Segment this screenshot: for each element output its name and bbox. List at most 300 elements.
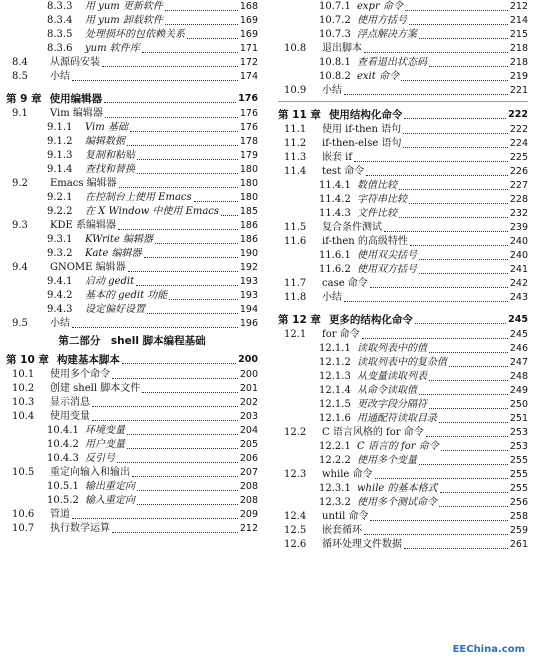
entry-number: 第 12 章 [278, 313, 321, 326]
dot-leader [449, 365, 508, 367]
entry-title: 使用方括号 [357, 15, 407, 26]
entry-title: for 命令 [322, 329, 360, 340]
toc-section-entry[interactable] [278, 84, 528, 98]
entry-number: 9.1.1 [47, 122, 73, 133]
entry-page-number: 261 [509, 539, 528, 550]
entry-number: 10.8.1 [319, 57, 351, 68]
toc-subsection-entry[interactable] [278, 454, 528, 468]
entry-number: 10.7.1 [319, 1, 351, 12]
entry-title: Kate 编辑器 [85, 248, 142, 259]
dot-leader [429, 65, 508, 67]
dot-leader [136, 284, 238, 286]
dot-leader [142, 391, 238, 393]
toc-subsection-entry[interactable] [6, 191, 258, 205]
divider [278, 101, 528, 103]
toc-section-entry[interactable] [6, 107, 258, 121]
entry-page-number: 225 [509, 152, 528, 163]
entry-title: 使用双方括号 [357, 264, 417, 275]
toc-section-entry[interactable] [278, 235, 528, 249]
entry-number: 12.2 [284, 427, 307, 438]
entry-title: 查找和替换 [85, 164, 135, 175]
entry-number: 12.3.2 [319, 497, 351, 508]
toc-subsection-entry[interactable] [278, 342, 528, 356]
entry-page-number: 207 [239, 467, 258, 478]
entry-page-number: 194 [239, 304, 258, 315]
toc-column-left [6, 0, 258, 536]
entry-title: 使用多个测试命令 [357, 497, 437, 508]
toc-subsection-entry[interactable] [278, 0, 528, 14]
toc-subsection-entry[interactable] [278, 14, 528, 28]
toc-subsection-entry[interactable] [278, 496, 528, 510]
entry-number: 10.5.2 [47, 495, 79, 506]
entry-title: until 命令 [322, 511, 369, 522]
entry-page-number: 176 [239, 122, 258, 133]
watermark: EEChina.com [452, 644, 525, 655]
toc-section-entry[interactable] [6, 70, 258, 84]
entry-page-number: 190 [239, 248, 258, 259]
entry-number: 11.8 [284, 292, 307, 303]
entry-title: 基本的 gedit 功能 [85, 290, 168, 301]
dot-leader [364, 533, 508, 535]
entry-page-number: 171 [239, 43, 258, 54]
entry-title: 使用多个变量 [357, 455, 417, 466]
entry-number: 11.6.1 [319, 250, 351, 261]
entry-page-number: 255 [509, 469, 528, 480]
entry-number: 8.4 [12, 57, 28, 68]
entry-number: 10.5.1 [47, 481, 79, 492]
entry-title: 使用多个命令 [50, 369, 110, 380]
entry-title: 嵌套 if [322, 152, 353, 163]
toc-chapter-entry[interactable] [278, 311, 528, 328]
entry-title: expr 命令 [357, 1, 403, 12]
dot-leader [102, 65, 238, 67]
dot-leader [375, 477, 508, 479]
toc-subsection-entry[interactable] [6, 135, 258, 149]
dot-leader [410, 244, 508, 246]
entry-number: 第 10 章 [6, 353, 49, 366]
toc-subsection-entry[interactable] [6, 42, 258, 56]
dot-leader [439, 421, 508, 423]
dot-leader [137, 489, 238, 491]
toc-subsection-entry[interactable] [6, 233, 258, 247]
toc-section-entry[interactable] [278, 151, 528, 165]
entry-number: 11.4 [284, 166, 307, 177]
toc-column-right [278, 0, 528, 552]
entry-page-number: 232 [509, 208, 528, 219]
toc-subsection-entry[interactable] [278, 398, 528, 412]
toc-subsection-entry[interactable] [6, 289, 258, 303]
dot-leader [415, 322, 506, 324]
entry-page-number: 222 [509, 124, 528, 135]
entry-number: 11.3 [284, 152, 307, 163]
entry-page-number: 206 [239, 453, 258, 464]
dot-leader [127, 144, 238, 146]
toc-subsection-entry[interactable] [278, 356, 528, 370]
entry-title: while 命令 [322, 469, 373, 480]
toc-section-entry[interactable] [6, 396, 258, 410]
entry-number: 9.1.3 [47, 150, 73, 161]
entry-title: while 的基本格式 [357, 483, 438, 494]
toc-section-entry[interactable] [6, 317, 258, 331]
entry-number: 11.6 [284, 236, 307, 247]
dot-leader [147, 312, 238, 314]
entry-page-number: 227 [509, 180, 528, 191]
entry-number: 9.3 [12, 220, 28, 231]
toc-subsection-entry[interactable] [278, 193, 528, 207]
toc-subsection-entry[interactable] [278, 70, 528, 84]
dot-leader [441, 449, 508, 451]
toc-section-entry[interactable] [6, 382, 258, 396]
toc-subsection-entry[interactable] [278, 249, 528, 263]
dot-leader [409, 23, 508, 25]
dot-leader [132, 475, 238, 477]
dot-leader [127, 447, 238, 449]
toc-subsection-entry[interactable] [278, 207, 528, 221]
entry-number: 9.3.2 [47, 248, 73, 259]
entry-title: 查看退出状态码 [357, 57, 427, 68]
entry-title: 启动 gedit [85, 276, 135, 287]
entry-number: 9.4.2 [47, 290, 73, 301]
entry-number: 12.2.1 [319, 441, 351, 452]
toc-subsection-entry[interactable] [6, 14, 258, 28]
toc-subsection-entry[interactable] [278, 440, 528, 454]
dot-leader [419, 463, 508, 465]
entry-number: 11.6.2 [319, 264, 351, 275]
entry-page-number: 259 [509, 525, 528, 536]
toc-section-entry[interactable] [278, 328, 528, 342]
entry-number: 9.1.2 [47, 136, 73, 147]
entry-number: 10.5 [12, 467, 35, 478]
entry-page-number: 172 [239, 57, 258, 68]
toc-chapter-entry[interactable] [6, 90, 258, 107]
toc-subsection-entry[interactable] [278, 384, 528, 398]
entry-title: 用 yum 卸载软件 [85, 15, 163, 26]
entry-page-number: 253 [509, 427, 528, 438]
dot-leader [366, 174, 508, 176]
entry-number: 12.3 [284, 469, 307, 480]
dot-leader [439, 505, 508, 507]
toc-section-entry[interactable] [6, 466, 258, 480]
entry-page-number: 258 [509, 511, 528, 522]
dot-leader [404, 117, 506, 119]
dot-leader [92, 419, 238, 421]
entry-number: 10.9 [284, 85, 307, 96]
toc-section-entry[interactable] [6, 368, 258, 382]
entry-page-number: 224 [509, 138, 528, 149]
toc-subsection-entry[interactable] [6, 121, 258, 135]
dot-leader [137, 172, 238, 174]
entry-title: 浮点解决方案 [357, 29, 417, 40]
toc-subsection-entry[interactable] [278, 179, 528, 193]
toc-section-entry[interactable] [278, 137, 528, 151]
entry-number: 8.3.6 [47, 43, 73, 54]
dot-leader [426, 435, 508, 437]
entry-number: 12.1.1 [319, 343, 351, 354]
toc-subsection-entry[interactable] [6, 480, 258, 494]
entry-number: 10.4.3 [47, 453, 79, 464]
entry-title: 使用双尖括号 [357, 250, 417, 261]
entry-number: 10.7.3 [319, 29, 351, 40]
dot-leader [92, 405, 238, 407]
entry-title: 嵌套循环 [322, 525, 362, 536]
toc-subsection-entry[interactable] [6, 0, 258, 14]
dot-leader [419, 272, 508, 274]
dot-leader [404, 547, 508, 549]
entry-page-number: 239 [509, 222, 528, 233]
entry-title: 文件比较 [357, 208, 397, 219]
entry-number: 12.5 [284, 525, 307, 536]
entry-page-number: 245 [508, 313, 528, 325]
toc-subsection-entry[interactable] [6, 452, 258, 466]
entry-page-number: 251 [509, 413, 528, 424]
toc-section-entry[interactable] [6, 261, 258, 275]
entry-page-number: 250 [509, 399, 528, 410]
toc-section-entry[interactable] [278, 165, 528, 179]
toc-section-entry[interactable] [6, 56, 258, 70]
toc-section-entry[interactable] [278, 510, 528, 524]
entry-page-number: 200 [238, 353, 258, 365]
toc-chapter-entry[interactable] [6, 351, 258, 368]
dot-leader [137, 503, 238, 505]
entry-page-number: 193 [239, 290, 258, 301]
entry-number: 11.4.1 [319, 180, 351, 191]
part-heading: 第二部分 shell 脚本编程基础 [58, 335, 206, 347]
dot-leader [137, 158, 238, 160]
dot-leader [344, 93, 508, 95]
dot-leader [362, 337, 508, 339]
entry-number: 9.2.1 [47, 192, 73, 203]
entry-number: 9.5 [12, 318, 28, 329]
toc-subsection-entry[interactable] [6, 275, 258, 289]
toc-section-entry[interactable] [6, 508, 258, 522]
entry-title: 数值比较 [357, 180, 397, 191]
toc-subsection-entry[interactable] [6, 149, 258, 163]
toc-subsection-entry[interactable] [278, 412, 528, 426]
entry-page-number: 180 [239, 192, 258, 203]
entry-number: 11.4.2 [319, 194, 351, 205]
dot-leader [354, 160, 508, 162]
toc-subsection-entry[interactable] [6, 28, 258, 42]
toc-section-entry[interactable] [278, 468, 528, 482]
entry-title: 构建基本脚本 [56, 353, 120, 366]
entry-title: 输出重定向 [85, 481, 135, 492]
entry-title: 用通配符读取目录 [357, 413, 437, 424]
toc-chapter-entry[interactable] [278, 106, 528, 123]
toc-subsection-entry[interactable] [278, 482, 528, 496]
dot-leader [440, 491, 508, 493]
toc-subsection-entry[interactable] [6, 438, 258, 452]
entry-number: 9.4.3 [47, 304, 73, 315]
entry-number: 12.3.1 [319, 483, 351, 494]
toc-section-entry[interactable] [278, 42, 528, 56]
entry-number: 10.2 [12, 383, 35, 394]
entry-title: 使用变量 [50, 411, 90, 422]
entry-page-number: 180 [239, 178, 258, 189]
dot-leader [364, 51, 508, 53]
toc-subsection-entry[interactable] [278, 263, 528, 277]
entry-title: 更改字段分隔符 [357, 399, 427, 410]
entry-title: 从变量读取列表 [357, 371, 427, 382]
dot-leader [112, 531, 238, 533]
toc-subsection-entry[interactable] [6, 163, 258, 177]
dot-leader [429, 407, 508, 409]
entry-number: 12.4 [284, 511, 307, 522]
dot-leader [403, 146, 507, 148]
entry-title: 小结 [322, 292, 342, 303]
entry-page-number: 245 [509, 329, 528, 340]
entry-page-number: 186 [239, 234, 258, 245]
toc-subsection-entry[interactable] [6, 494, 258, 508]
entry-page-number: 179 [239, 150, 258, 161]
dot-leader [419, 37, 508, 39]
toc-section-entry[interactable] [278, 291, 528, 305]
entry-page-number: 248 [509, 371, 528, 382]
toc-section-entry[interactable] [278, 221, 528, 235]
dot-leader [405, 9, 508, 11]
dot-leader [122, 362, 236, 364]
entry-title: 管道 [50, 509, 70, 520]
entry-number: 10.6 [12, 509, 35, 520]
entry-page-number: 185 [239, 206, 258, 217]
entry-page-number: 222 [508, 108, 528, 120]
entry-number: 9.4 [12, 262, 28, 273]
entry-title: Vim 编辑器 [50, 108, 103, 119]
entry-page-number: 174 [239, 71, 258, 82]
dot-leader [221, 214, 238, 216]
entry-number: 10.7.2 [319, 15, 351, 26]
entry-number: 9.2 [12, 178, 28, 189]
dot-leader [419, 258, 508, 260]
entry-page-number: 214 [509, 15, 528, 26]
dot-leader [155, 242, 238, 244]
dot-leader [399, 188, 508, 190]
dot-leader [72, 517, 238, 519]
entry-title: 读取列表中的复杂值 [357, 357, 447, 368]
entry-title: Vim 基础 [85, 122, 128, 133]
dot-leader [165, 9, 238, 11]
toc-subsection-entry[interactable] [6, 303, 258, 317]
dot-leader [429, 351, 508, 353]
toc-subsection-entry[interactable] [278, 370, 528, 384]
entry-number: 8.3.5 [47, 29, 73, 40]
toc-section-entry[interactable] [278, 524, 528, 538]
entry-title: 复制和粘贴 [85, 150, 135, 161]
entry-number: 12.1.4 [319, 385, 351, 396]
entry-number: 10.4.2 [47, 439, 79, 450]
toc-subsection-entry[interactable] [278, 28, 528, 42]
entry-number: 11.4.3 [319, 208, 351, 219]
entry-title: 在控制台上使用 Emacs [85, 192, 192, 203]
dot-leader [401, 79, 508, 81]
entry-title: 处理损坏的包依赖关系 [85, 29, 185, 40]
dot-leader [127, 433, 238, 435]
entry-title: 小结 [50, 318, 70, 329]
dot-leader [165, 23, 238, 25]
entry-page-number: 247 [509, 357, 528, 368]
entry-page-number: 218 [509, 43, 528, 54]
entry-title: 显示消息 [50, 397, 90, 408]
entry-page-number: 168 [239, 1, 258, 12]
toc-subsection-entry[interactable] [6, 247, 258, 261]
entry-page-number: 209 [239, 509, 258, 520]
toc-section-entry[interactable] [278, 426, 528, 440]
dot-leader [119, 186, 238, 188]
dot-leader [344, 300, 508, 302]
entry-page-number: 243 [509, 292, 528, 303]
dot-leader [399, 216, 508, 218]
entry-number: 9.3.1 [47, 234, 73, 245]
entry-page-number: 242 [509, 278, 528, 289]
toc-section-entry[interactable] [278, 123, 528, 137]
entry-page-number: 253 [509, 441, 528, 452]
entry-page-number: 204 [239, 425, 258, 436]
entry-page-number: 256 [509, 497, 528, 508]
entry-number: 9.1 [12, 108, 28, 119]
entry-page-number: 196 [239, 318, 258, 329]
entry-title: 反引号 [85, 453, 115, 464]
dot-leader [370, 286, 508, 288]
toc-subsection-entry[interactable] [278, 56, 528, 70]
toc-section-entry[interactable] [6, 410, 258, 424]
entry-number: 9.1.4 [47, 164, 73, 175]
entry-title: yum 软件库 [85, 43, 140, 54]
entry-number: 8.3.3 [47, 1, 73, 12]
entry-number: 11.7 [284, 278, 307, 289]
entry-title: 执行数学运算 [50, 523, 110, 534]
entry-page-number: 226 [509, 166, 528, 177]
dot-leader [194, 200, 238, 202]
entry-title: GNOME 编辑器 [50, 262, 126, 273]
entry-title: 从命令读取值 [357, 385, 417, 396]
dot-leader [370, 519, 507, 521]
entry-title: 使用 if-then 语句 [322, 124, 402, 135]
entry-title: C 语言的 for 命令 [357, 441, 439, 452]
entry-page-number: 176 [238, 92, 258, 104]
entry-page-number: 193 [239, 276, 258, 287]
entry-title: case 命令 [322, 278, 368, 289]
toc-section-entry[interactable] [6, 219, 258, 233]
entry-page-number: 215 [509, 29, 528, 40]
entry-page-number: 208 [239, 481, 258, 492]
entry-number: 9.4.1 [47, 276, 73, 287]
toc-section-entry[interactable] [278, 277, 528, 291]
entry-number: 10.4 [12, 411, 35, 422]
toc-subsection-entry[interactable] [6, 424, 258, 438]
toc-subsection-entry[interactable] [6, 205, 258, 219]
entry-number: 10.4.1 [47, 425, 79, 436]
dot-leader [105, 116, 238, 118]
entry-page-number: 240 [509, 236, 528, 247]
entry-number: 第 11 章 [278, 108, 321, 121]
entry-page-number: 218 [509, 57, 528, 68]
entry-number: 12.1.3 [319, 371, 351, 382]
entry-page-number: 176 [239, 108, 258, 119]
entry-number: 8.5 [12, 71, 28, 82]
entry-number: 11.2 [284, 138, 307, 149]
entry-page-number: 186 [239, 220, 258, 231]
toc-section-entry[interactable] [6, 522, 258, 536]
toc-section-entry[interactable] [6, 177, 258, 191]
entry-page-number: 192 [239, 262, 258, 273]
entry-title: test 命令 [322, 166, 365, 177]
toc-section-entry[interactable] [278, 538, 528, 552]
dot-leader [72, 79, 238, 81]
entry-number: 12.1 [284, 329, 307, 340]
entry-page-number: 169 [239, 29, 258, 40]
entry-title: KDE 系编辑器 [50, 220, 116, 231]
entry-title: KWrite 编辑器 [85, 234, 154, 245]
dot-leader [409, 202, 508, 204]
